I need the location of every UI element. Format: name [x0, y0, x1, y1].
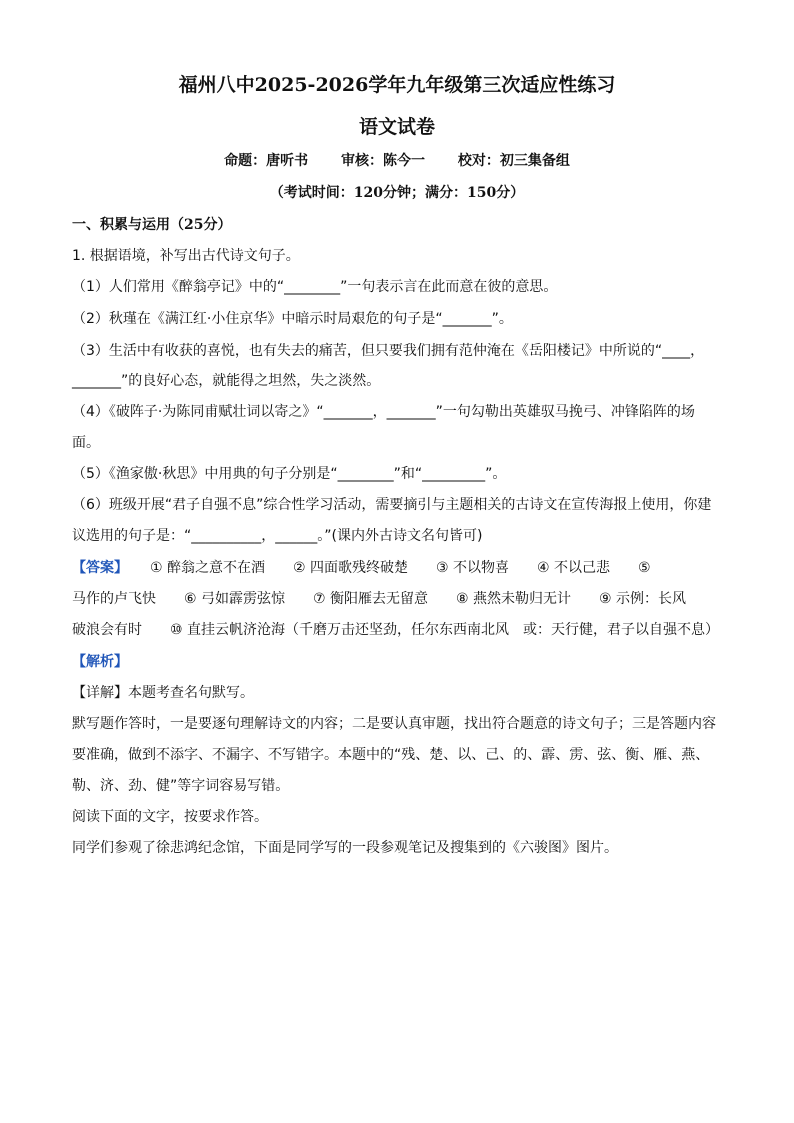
- answer-line-3: 破浪会有时 ⑩ 直挂云帆济沧海（千磨万击还坚劲，任尔东西南北风 或：天行健，君子以自强不息）: [72, 622, 719, 638]
- analysis-label: 【解析】: [72, 654, 128, 670]
- answer-line-2: 马作的卢飞快 ⑥ 弓如霹雳弦惊 ⑦ 衡阳雁去无留意 ⑧ 燕然未勒归无计 ⑨ 示例：长风: [72, 591, 687, 607]
- staff-line: [0, 150, 794, 170]
- question-stem: 1. 根据语境，补写出古代诗文句子。: [72, 248, 300, 264]
- analysis-paragraph-3: 勒、济、劲、健”等字词容易写错。: [72, 778, 290, 794]
- answer-line-1: [72, 557, 724, 577]
- exam-title: 福州八中2025-2026学年九年级第三次适应性练习: [178, 74, 616, 96]
- question-1-6-line1: （6）班级开展“君子自强不息”综合性学习活动，需要摘引与主题相关的古诗文在宣传海报上使用，你建: [72, 497, 712, 513]
- question-1-2: （2）秋瑾在《满江红·小住京华》中暗示时局艰危的句子是“_______”。: [72, 311, 513, 327]
- question-1-3-line2: _______”的良好心态，就能得之坦然，失之淡然。: [72, 373, 381, 389]
- author-credit: 命题：唐听书: [224, 153, 309, 169]
- answer-text-1: ① 醉翁之意不在酒 ② 四面歌残终破楚 ③ 不以物喜 ④ 不以己悲 ⑤: [150, 560, 651, 576]
- question-1-3-line1: （3）生活中有收获的喜悦，也有失去的痛苦，但只要我们拥有范仲淹在《岳阳楼记》中所说的“____，: [72, 343, 705, 359]
- reviewer-credit: 审核：陈今一: [341, 153, 425, 169]
- analysis-paragraph-2: 要准确，做到不添字、不漏字、不写错字。本题中的“残、楚、以、己、的、霹、雳、弦、衡、雁、燕、: [72, 747, 710, 763]
- proof-credit: 校对：初三集备组: [457, 153, 570, 169]
- question-1-5: （5）《渔家傲·秋思》中用典的句子分别是“________”和“_________”。: [72, 466, 507, 482]
- exam-subtitle: 语文试卷: [358, 116, 435, 138]
- section-heading: 一、积累与运用（25分）: [72, 217, 232, 233]
- question-1-1: （1）人们常用《醉翁亭记》中的“________”一句表示言在此而意在彼的意思。: [72, 279, 558, 295]
- exam-info: （考试时间：120分钟；满分：150分）: [269, 185, 525, 201]
- question-1-4-line2: 面。: [72, 435, 100, 451]
- answer-label: 【答案】: [72, 560, 128, 576]
- question-1-6-line2: 议选用的句子是：“__________，______。”(课内外古诗文名句皆可): [72, 528, 483, 544]
- reading-intro: 同学们参观了徐悲鸿纪念馆，下面是同学写的一段参观笔记及搜集到的《六骏图》图片。: [72, 840, 618, 856]
- analysis-paragraph-1: 默写题作答时，一是要逐句理解诗文的内容；二是要认真审题，找出符合题意的诗文句子；三是答题内容: [72, 716, 716, 732]
- question-1-4-line1: （4）《破阵子·为陈同甫赋壮词以寄之》“_______，_______”一句勾勒出英雄驭马挽弓、冲锋陷阵的场: [72, 404, 695, 420]
- analysis-detail: 【详解】本题考查名句默写。: [72, 685, 254, 701]
- reading-instruction: 阅读下面的文字，按要求作答。: [72, 809, 268, 825]
